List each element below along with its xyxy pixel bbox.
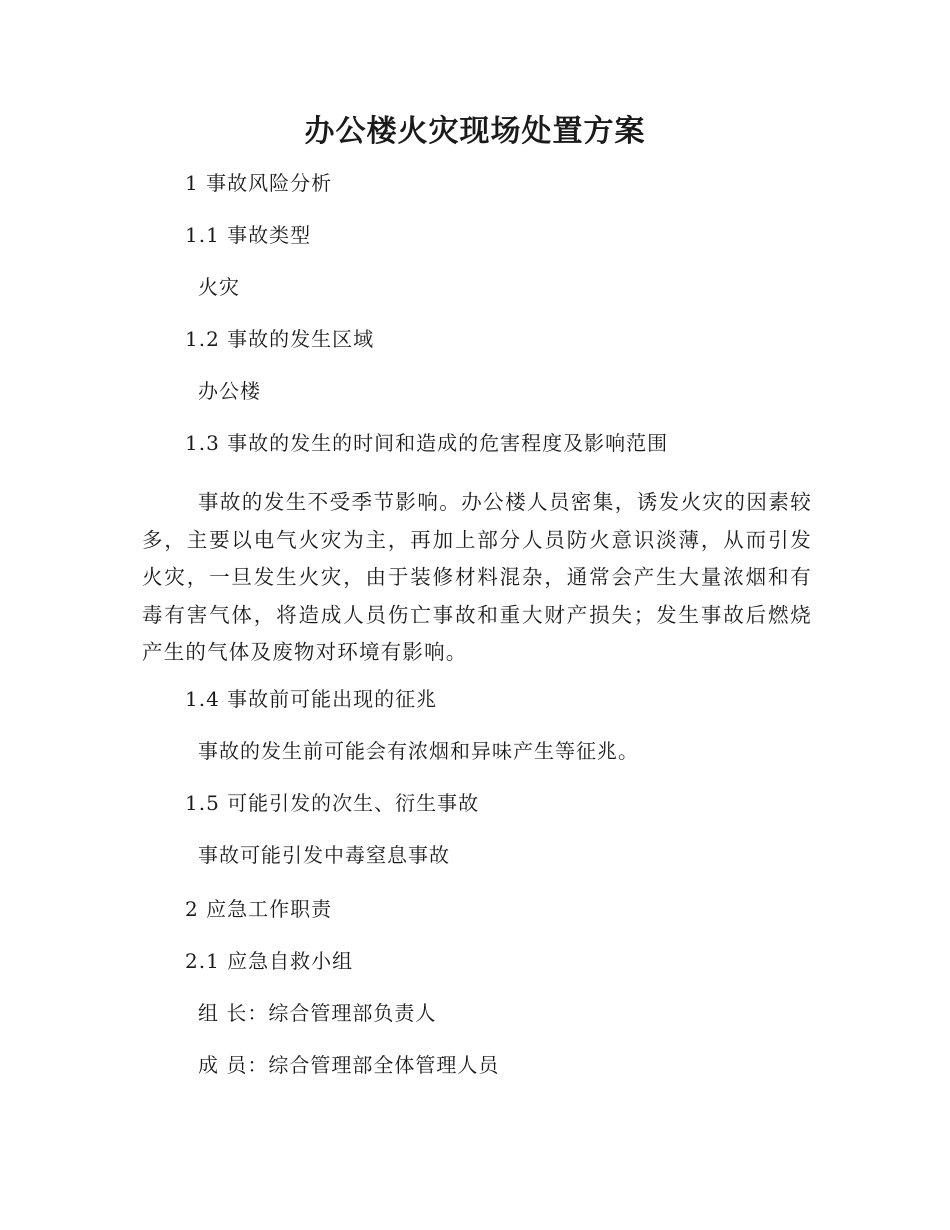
heading-1-5-secondary-accidents: 1.5 可能引发的次生、衍生事故 xyxy=(185,791,480,815)
text-accident-area: 办公楼 xyxy=(198,379,261,403)
text-accident-type: 火灾 xyxy=(198,275,240,299)
document-title: 办公楼火灾现场处置方案 xyxy=(304,114,646,149)
heading-1-3-time-and-impact: 1.3 事故的发生的时间和造成的危害程度及影响范围 xyxy=(185,431,669,455)
heading-1-1-accident-type: 1.1 事故类型 xyxy=(185,223,312,247)
heading-1-4-warning-signs: 1.4 事故前可能出现的征兆 xyxy=(185,687,438,711)
text-warning-signs: 事故的发生前可能会有浓烟和异味产生等征兆。 xyxy=(198,739,639,763)
paragraph-time-and-impact: 事故的发生不受季节影响。办公楼人员密集，诱发火灾的因素较多，主要以电气火灾为主，再加上部分人员防火意识淡薄，从而引发火灾，一旦发生火灾，由于装修材料混杂，通常会产生大量浓烟和有毒有害气体，将造成人员伤亡事故和重大财产损失；发生事故后燃烧产生的气体及废物对环境有影响。 xyxy=(142,490,812,664)
heading-2-emergency-duties: 2 应急工作职责 xyxy=(185,897,333,921)
text-team-leader: 组 长：综合管理部负责人 xyxy=(198,1001,437,1025)
text-secondary-accidents: 事故可能引发中毒窒息事故 xyxy=(198,843,450,867)
heading-1-risk-analysis: 1 事故风险分析 xyxy=(185,171,333,195)
text-team-members: 成 员：综合管理部全体管理人员 xyxy=(198,1053,500,1077)
heading-1-2-accident-area: 1.2 事故的发生区域 xyxy=(185,327,375,351)
heading-2-1-self-rescue-team: 2.1 应急自救小组 xyxy=(185,949,354,973)
